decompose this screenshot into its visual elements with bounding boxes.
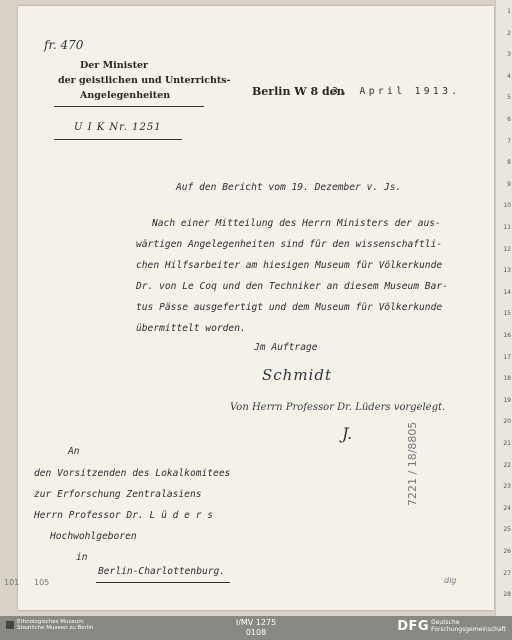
reference-underline [54,139,182,140]
ruler-tick: 12 [503,245,511,253]
address-in: in [76,552,88,563]
date-value: 3. April 1913. [332,86,461,97]
ministry-line-3: Angelegenheiten [80,90,171,101]
side-margin-note: 7221 / 18/8805 [406,421,419,506]
ruler-tick: 24 [503,504,511,512]
dfg-line-2: Forschungsgemeinschaft [431,625,506,633]
ruler-tick: 16 [503,332,511,339]
signature-line-1: I/MV 1275 [235,618,277,627]
ruler-tick: 23 [503,483,511,491]
top-note: fr. 470 [44,38,84,52]
ruler-tick: 7 [507,137,511,145]
ruler-tick: 10 [503,202,511,210]
body-line-5: tus Pässe ausgefertigt und dem Museum für Völkerkunde [136,302,443,313]
body-line-6: übermittelt worden. [136,323,246,334]
signature-line-2: 0108 [245,628,267,637]
ruler-tick: 5 [507,94,511,102]
body-line-4: Dr. von Le Coq und den Techniker an diesem Museum Bar- [136,281,448,292]
place-label: Berlin W 8 den [252,85,345,98]
ruler-tick: 2 [507,29,511,37]
address-an: An [68,446,80,457]
body-line-3: chen Hilfsarbeiter am hiesigen Museum für Völkerkunde [136,260,443,271]
dfg-short: DFG [397,618,430,634]
ruler-tick: 14 [503,288,511,296]
ruler-tick: 4 [507,72,511,80]
body-line-1: Nach einer Mitteilung des Herrn Ministers der aus- [152,218,441,229]
ruler-tick: 3 [507,51,511,59]
dfg-line-1: Deutsche [431,619,460,626]
ruler-tick: 17 [503,353,511,361]
dfg-logo [397,620,506,633]
city-underline [96,582,230,583]
address-line-1: den Vorsitzenden des Lokalkomitees [34,468,231,479]
ruler-tick: 9 [507,180,511,188]
reference-number: U I K Nr. 1251 [74,122,162,133]
initial: J. [342,424,353,443]
ministry-line-2: der geistlichen und Unterrichts- [58,75,231,86]
address-line-3: Herrn Professor Dr. L ü d e r s [34,510,214,521]
ministry-line-1: Der Minister [80,60,149,71]
ruler-tick: 20 [503,418,511,426]
ruler-tick: 18 [503,375,511,383]
address-city: Berlin-Charlottenburg. [98,566,226,577]
signoff: Jm Auftrage [254,342,318,353]
ruler-tick: 22 [503,461,511,469]
bottom-left-note-2: 105 [34,578,50,587]
subject-line: Auf den Bericht vom 19. Dezember v. Js. [176,182,402,193]
ruler-tick: 26 [503,548,511,555]
handwritten-note: Von Herrn Professor Dr. Lüders vorgelegt. [230,402,446,413]
ruler-tick: 11 [503,224,511,231]
ruler-tick: 28 [503,591,511,599]
address-line-4: Hochwohlgeboren [50,531,137,542]
ruler-tick: 25 [503,526,511,534]
address-line-2: zur Erforschung Zentralasiens [34,489,202,500]
ruler-tick: 21 [503,440,511,447]
museum-name: Ethnologisches Museum [17,619,84,625]
ruler-tick: 8 [507,159,511,167]
measuring-ruler [495,0,512,616]
museum-subtitle: Staatliche Museen zu Berlin [17,625,94,631]
letter-page [4,6,494,610]
ruler-tick: 27 [503,569,511,577]
archive-footer [0,616,512,640]
ruler-tick: 6 [507,116,511,123]
bottom-right-note: dig [444,576,457,585]
ruler-tick: 1 [507,8,511,15]
bottom-left-note-1: 101 [4,578,20,587]
ruler-tick: 15 [503,310,511,318]
signature: Schmidt [262,366,332,384]
ruler-tick: 19 [503,396,511,404]
ministry-underline [54,106,204,107]
body-line-2: wärtigen Angelegenheiten sind für den wissenschaftli- [136,239,443,250]
ruler-tick: 13 [503,267,511,275]
